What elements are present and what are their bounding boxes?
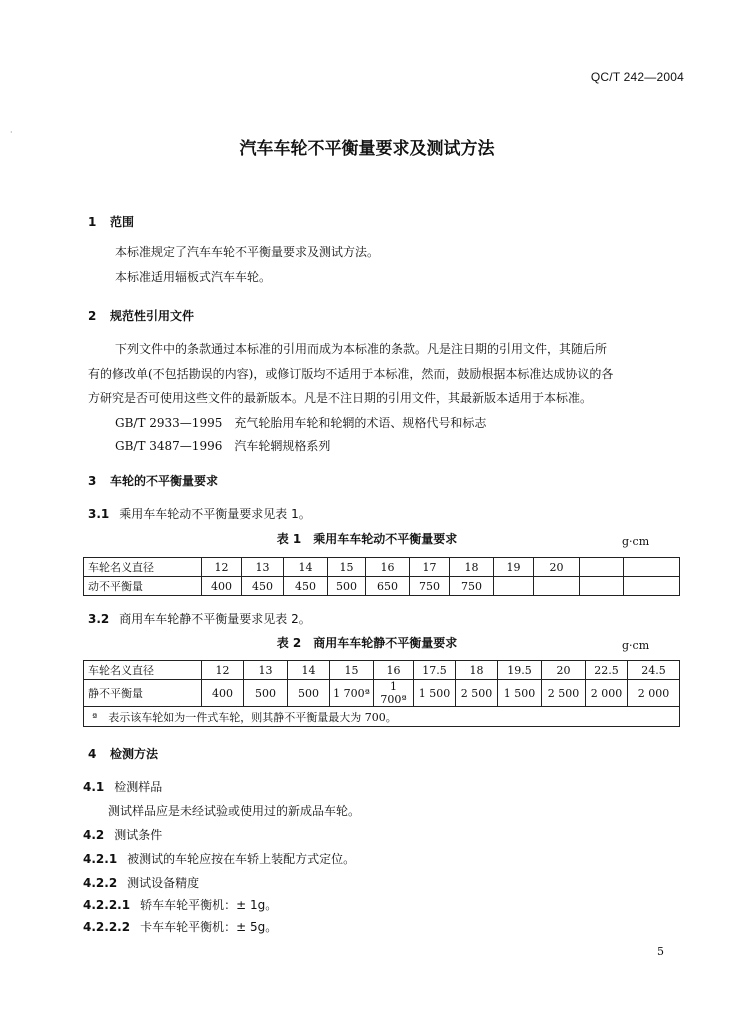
subsection-3-1 [88,505,311,522]
table-cell: 20 [542,661,586,680]
standard-code: QC/T 242—2004 [590,70,684,84]
subsection-4-2-2-1 [83,896,277,913]
table-cell: 2 000 [628,680,680,707]
section-4-heading [88,745,158,762]
row-label: 车轮名义直径 [84,661,202,680]
table-cell: 17 [410,558,450,577]
section-number: 3 [88,474,97,488]
subsection-text: 商用车车轮静不平衡量要求见表 2。 [119,612,311,626]
paragraph: 本标准适用辐板式汽车车轮。 [115,270,272,284]
table-cell: 22.5 [586,661,628,680]
table-cell: 15 [330,661,374,680]
table-cell: 750 [410,577,450,596]
subsection-number: 4.2.2.1 [83,898,131,912]
table-cell [494,577,534,596]
subsection-text: 乘用车车轮动不平衡量要求见表 1。 [119,507,311,521]
table-cell: 1 500 [498,680,542,707]
reference-item: GB/T 3487—1996 汽车轮辋规格系列 [115,439,331,453]
page-number: 5 [657,945,664,958]
table-cell: 1 700ª [374,680,414,707]
subsection-4-2 [83,826,162,843]
subsection-text: 卡车车轮平衡机：± 5g。 [140,920,278,934]
subsection-text: 轿车车轮平衡机：± 1g。 [140,898,278,912]
section-number: 1 [88,215,97,229]
subsection-number: 3.1 [88,507,110,521]
table-1-caption: 表 1 乘用车车轮动不平衡量要求 [276,532,458,546]
section-number: 2 [88,309,97,323]
subsection-number: 4.2 [83,828,105,842]
table-row [84,661,680,680]
table-cell: 12 [202,661,244,680]
row-label: 动不平衡量 [84,577,202,596]
section-title: 检测方法 [110,747,159,761]
table-cell: 2 500 [456,680,498,707]
table-cell: 500 [328,577,366,596]
table-cell: 20 [534,558,580,577]
subsection-text: 检测样品 [114,780,163,794]
table-1 [83,557,680,596]
table-cell: 400 [202,577,242,596]
section-1-heading [88,213,134,230]
table-2-caption: 表 2 商用车车轮静不平衡量要求 [276,636,458,650]
subsection-4-2-1 [83,850,355,867]
subsection-3-2 [88,610,311,627]
table-cell: 16 [366,558,410,577]
table-1-unit: g·cm [622,535,650,548]
table-cell: 24.5 [628,661,680,680]
table-cell: 15 [328,558,366,577]
table-cell: 500 [244,680,288,707]
section-2-heading [88,307,194,324]
table-cell [580,558,624,577]
paragraph-line: 方研究是否可使用这些文件的最新版本。凡是不注日期的引用文件，其最新版本适用于本标准。 [88,391,593,405]
table-footnote-row [84,707,680,727]
subsection-number: 4.2.1 [83,852,118,866]
table-cell: 1 700ª [330,680,374,707]
table-cell: 18 [456,661,498,680]
table-cell: 13 [242,558,284,577]
table-cell: 1 500 [414,680,456,707]
row-label: 车轮名义直径 [84,558,202,577]
subsection-text: 被测试的车轮应按在车轿上装配方式定位。 [127,852,356,866]
table-footnote: ª 表示该车轮如为一件式车轮，则其静不平衡量最大为 700。 [84,707,680,727]
table-cell [534,577,580,596]
table-cell: 19 [494,558,534,577]
section-3-heading [88,472,218,489]
paragraph-line: 有的修改单(不包括勘误的内容)，或修订版均不适用于本标准，然而，鼓励根据本标准达成协议的各 [88,367,614,381]
table-cell: 18 [450,558,494,577]
table-cell: 16 [374,661,414,680]
table-cell [624,558,680,577]
table-cell: 750 [450,577,494,596]
table-cell: 2 000 [586,680,628,707]
section-title: 车轮的不平衡量要求 [110,474,219,488]
table-row [84,577,680,596]
table-cell [624,577,680,596]
paragraph: 测试样品应是未经试验或使用过的新成品车轮。 [108,804,361,818]
table-cell [580,577,624,596]
subsection-4-1 [83,778,162,795]
scan-speck: · [10,128,13,137]
subsection-text: 测试设备精度 [127,876,200,890]
paragraph: 本标准规定了汽车车轮不平衡量要求及测试方法。 [115,245,380,259]
table-cell: 19.5 [498,661,542,680]
section-title: 范围 [110,215,135,229]
table-cell: 17.5 [414,661,456,680]
table-cell: 2 500 [542,680,586,707]
table-row [84,680,680,707]
row-label: 静不平衡量 [84,680,202,707]
table-2-unit: g·cm [622,639,650,652]
table-cell: 500 [288,680,330,707]
section-number: 4 [88,747,97,761]
subsection-text: 测试条件 [114,828,163,842]
subsection-number: 4.2.2 [83,876,118,890]
table-row [84,558,680,577]
paragraph-line: 下列文件中的条款通过本标准的引用而成为本标准的条款。凡是注日期的引用文件，其随后所 [115,342,608,356]
table-cell: 14 [288,661,330,680]
table-cell: 650 [366,577,410,596]
table-cell: 13 [244,661,288,680]
table-cell: 450 [284,577,328,596]
document-title: 汽车车轮不平衡量要求及测试方法 [239,139,495,159]
subsection-4-2-2-2 [83,918,277,935]
table-cell: 450 [242,577,284,596]
subsection-number: 4.2.2.2 [83,920,131,934]
section-title: 规范性引用文件 [110,309,195,323]
subsection-number: 4.1 [83,780,105,794]
table-cell: 12 [202,558,242,577]
table-cell: 400 [202,680,244,707]
reference-item: GB/T 2933—1995 充气轮胎用车轮和轮辋的术语、规格代号和标志 [115,416,487,430]
subsection-4-2-2 [83,874,199,891]
table-2 [83,660,680,727]
table-cell: 14 [284,558,328,577]
subsection-number: 3.2 [88,612,110,626]
